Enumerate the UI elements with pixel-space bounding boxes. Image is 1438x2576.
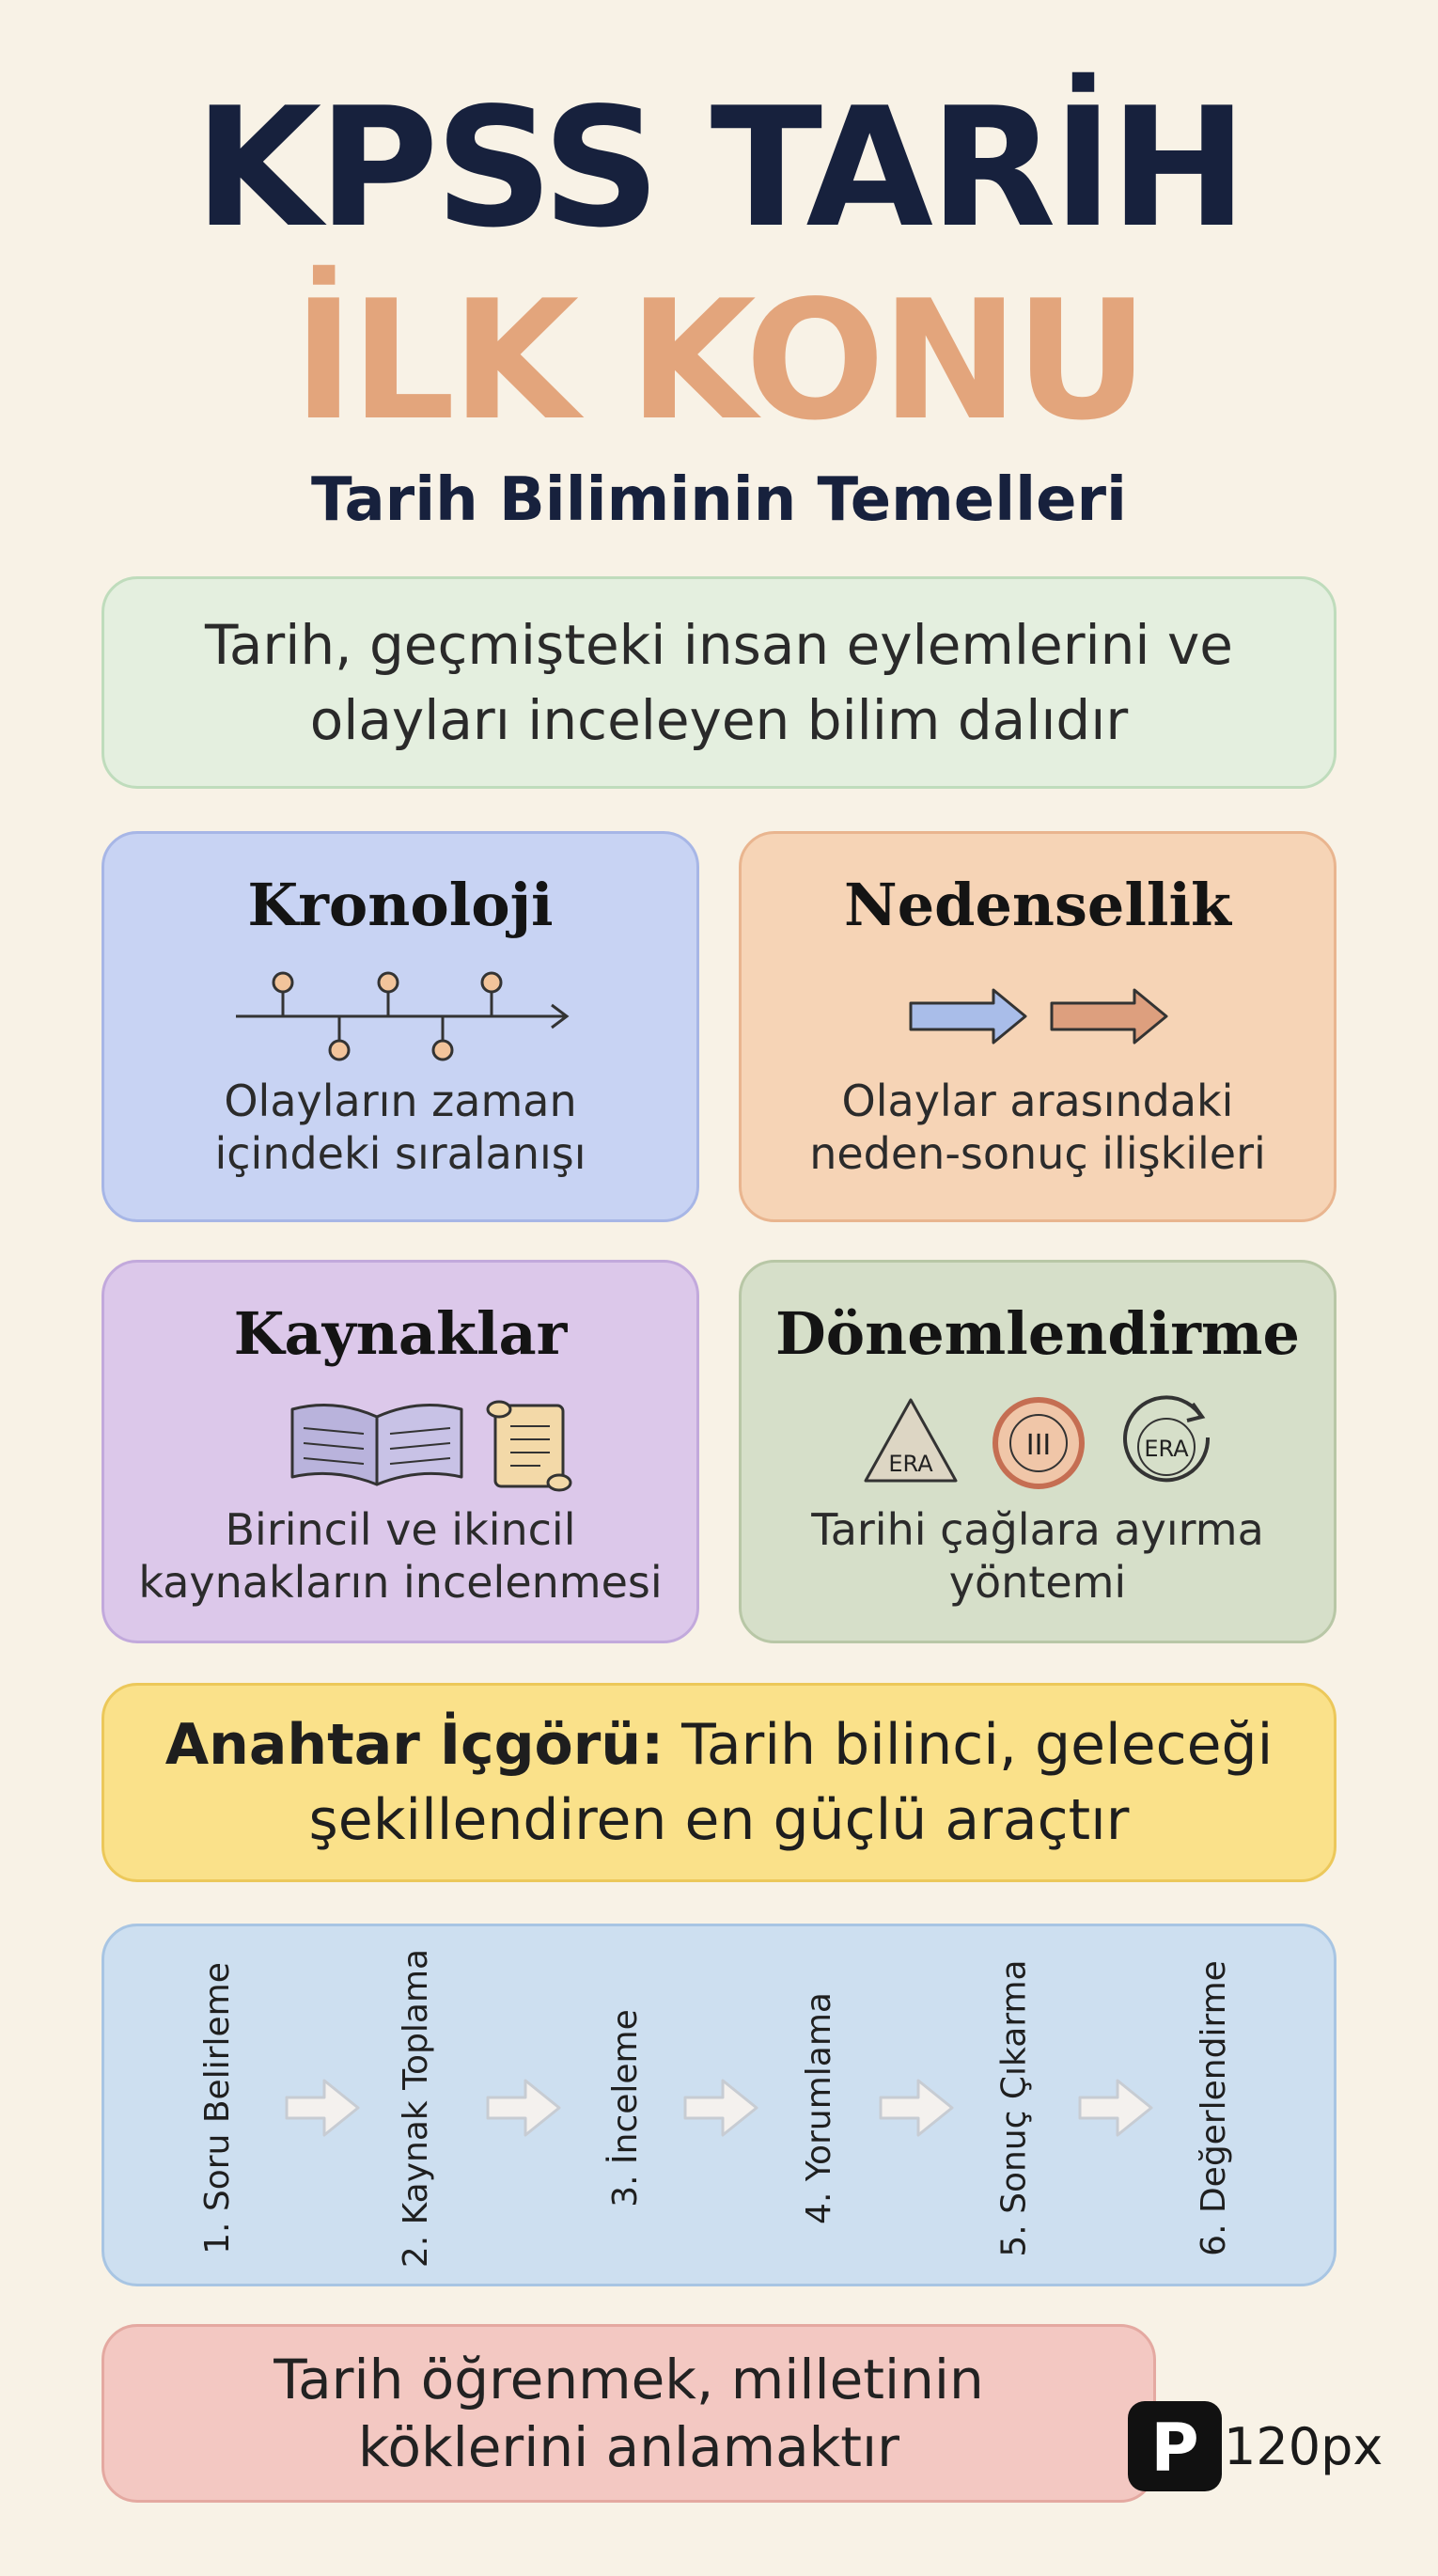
method-steps — [102, 1924, 1336, 2286]
step-1: 1. Soru Belirleme — [197, 1961, 237, 2254]
card-desc-line-1: Tarihi çağlara ayırma — [811, 1504, 1264, 1555]
step-5: 5. Sonuç Çıkarma — [994, 1958, 1034, 2257]
card-description — [214, 1075, 586, 1180]
card-desc-line-2: içindeki sıralanışı — [214, 1128, 586, 1179]
era-icons — [742, 1372, 1334, 1503]
arrow-right-icon — [877, 2075, 956, 2141]
page-subtitle: Tarih Biliminin Temelleri — [311, 465, 1127, 535]
card-donemlendirme — [739, 1260, 1336, 1643]
card-description — [138, 1503, 662, 1609]
era-label-a: ERA — [888, 1451, 933, 1477]
card-desc-line-1: Olaylar arasındaki — [841, 1076, 1234, 1126]
card-title: Kronoloji — [247, 871, 554, 939]
logo-letter: P — [1150, 2410, 1199, 2487]
card-description — [809, 1075, 1266, 1180]
card-desc-line-1: Olayların zaman — [224, 1076, 577, 1126]
insight-text-1: Tarih bilinci, geleceği — [681, 1712, 1274, 1778]
card-description — [811, 1503, 1264, 1609]
card-title: Kaynaklar — [233, 1299, 568, 1368]
main-title-secondary: İLK KONU — [292, 266, 1146, 457]
card-title: Dönemlendirme — [775, 1299, 1300, 1368]
timeline-icon — [104, 943, 696, 1075]
book-scroll-icon — [104, 1372, 696, 1503]
footer-line-2: köklerini anlamaktır — [358, 2415, 899, 2479]
card-nedensellik — [739, 831, 1336, 1222]
definition-box — [102, 576, 1336, 789]
card-desc-line-2: kaynakların incelenmesi — [138, 1557, 663, 1608]
step-4: 4. Yorumlama — [799, 1991, 838, 2224]
step-2: 2. Kaynak Toplama — [397, 1948, 436, 2268]
card-desc-line-2: neden-sonuç ilişkileri — [809, 1128, 1266, 1179]
definition-line-2: olayları inceleyen bilim dalıdır — [309, 688, 1129, 752]
step-6: 6. Değerlendirme — [1194, 1959, 1233, 2256]
footer-quote-box — [102, 2324, 1156, 2503]
arrow-right-icon — [681, 2075, 760, 2141]
card-desc-line-2: yöntemi — [948, 1557, 1127, 1608]
arrow-right-icon — [484, 2075, 563, 2141]
card-kronoloji — [102, 831, 699, 1222]
watermark-logo-icon — [1128, 2401, 1222, 2491]
arrow-right-icon — [1076, 2075, 1155, 2141]
card-kaynaklar — [102, 1260, 699, 1643]
insight-text-2: şekillendiren en güçlü araçtır — [308, 1787, 1130, 1853]
main-title: KPSS TARİH — [194, 73, 1244, 264]
key-insight-box — [102, 1683, 1336, 1882]
arrow-right-icon — [283, 2075, 362, 2141]
definition-line-1: Tarih, geçmişteki insan eylemlerini ve — [205, 613, 1233, 677]
insight-label: Anahtar İçgörü: — [164, 1712, 664, 1778]
era-label-b: III — [1025, 1429, 1052, 1462]
watermark-text: 120px — [1224, 2417, 1383, 2476]
step-3: 3. İnceleme — [605, 2008, 645, 2207]
arrows-icon — [742, 943, 1334, 1075]
footer-line-1: Tarih öğrenmek, milletinin — [274, 2348, 984, 2411]
card-title: Nedensellik — [844, 871, 1231, 939]
era-label-c: ERA — [1144, 1436, 1189, 1462]
card-desc-line-1: Birincil ve ikincil — [225, 1504, 576, 1555]
